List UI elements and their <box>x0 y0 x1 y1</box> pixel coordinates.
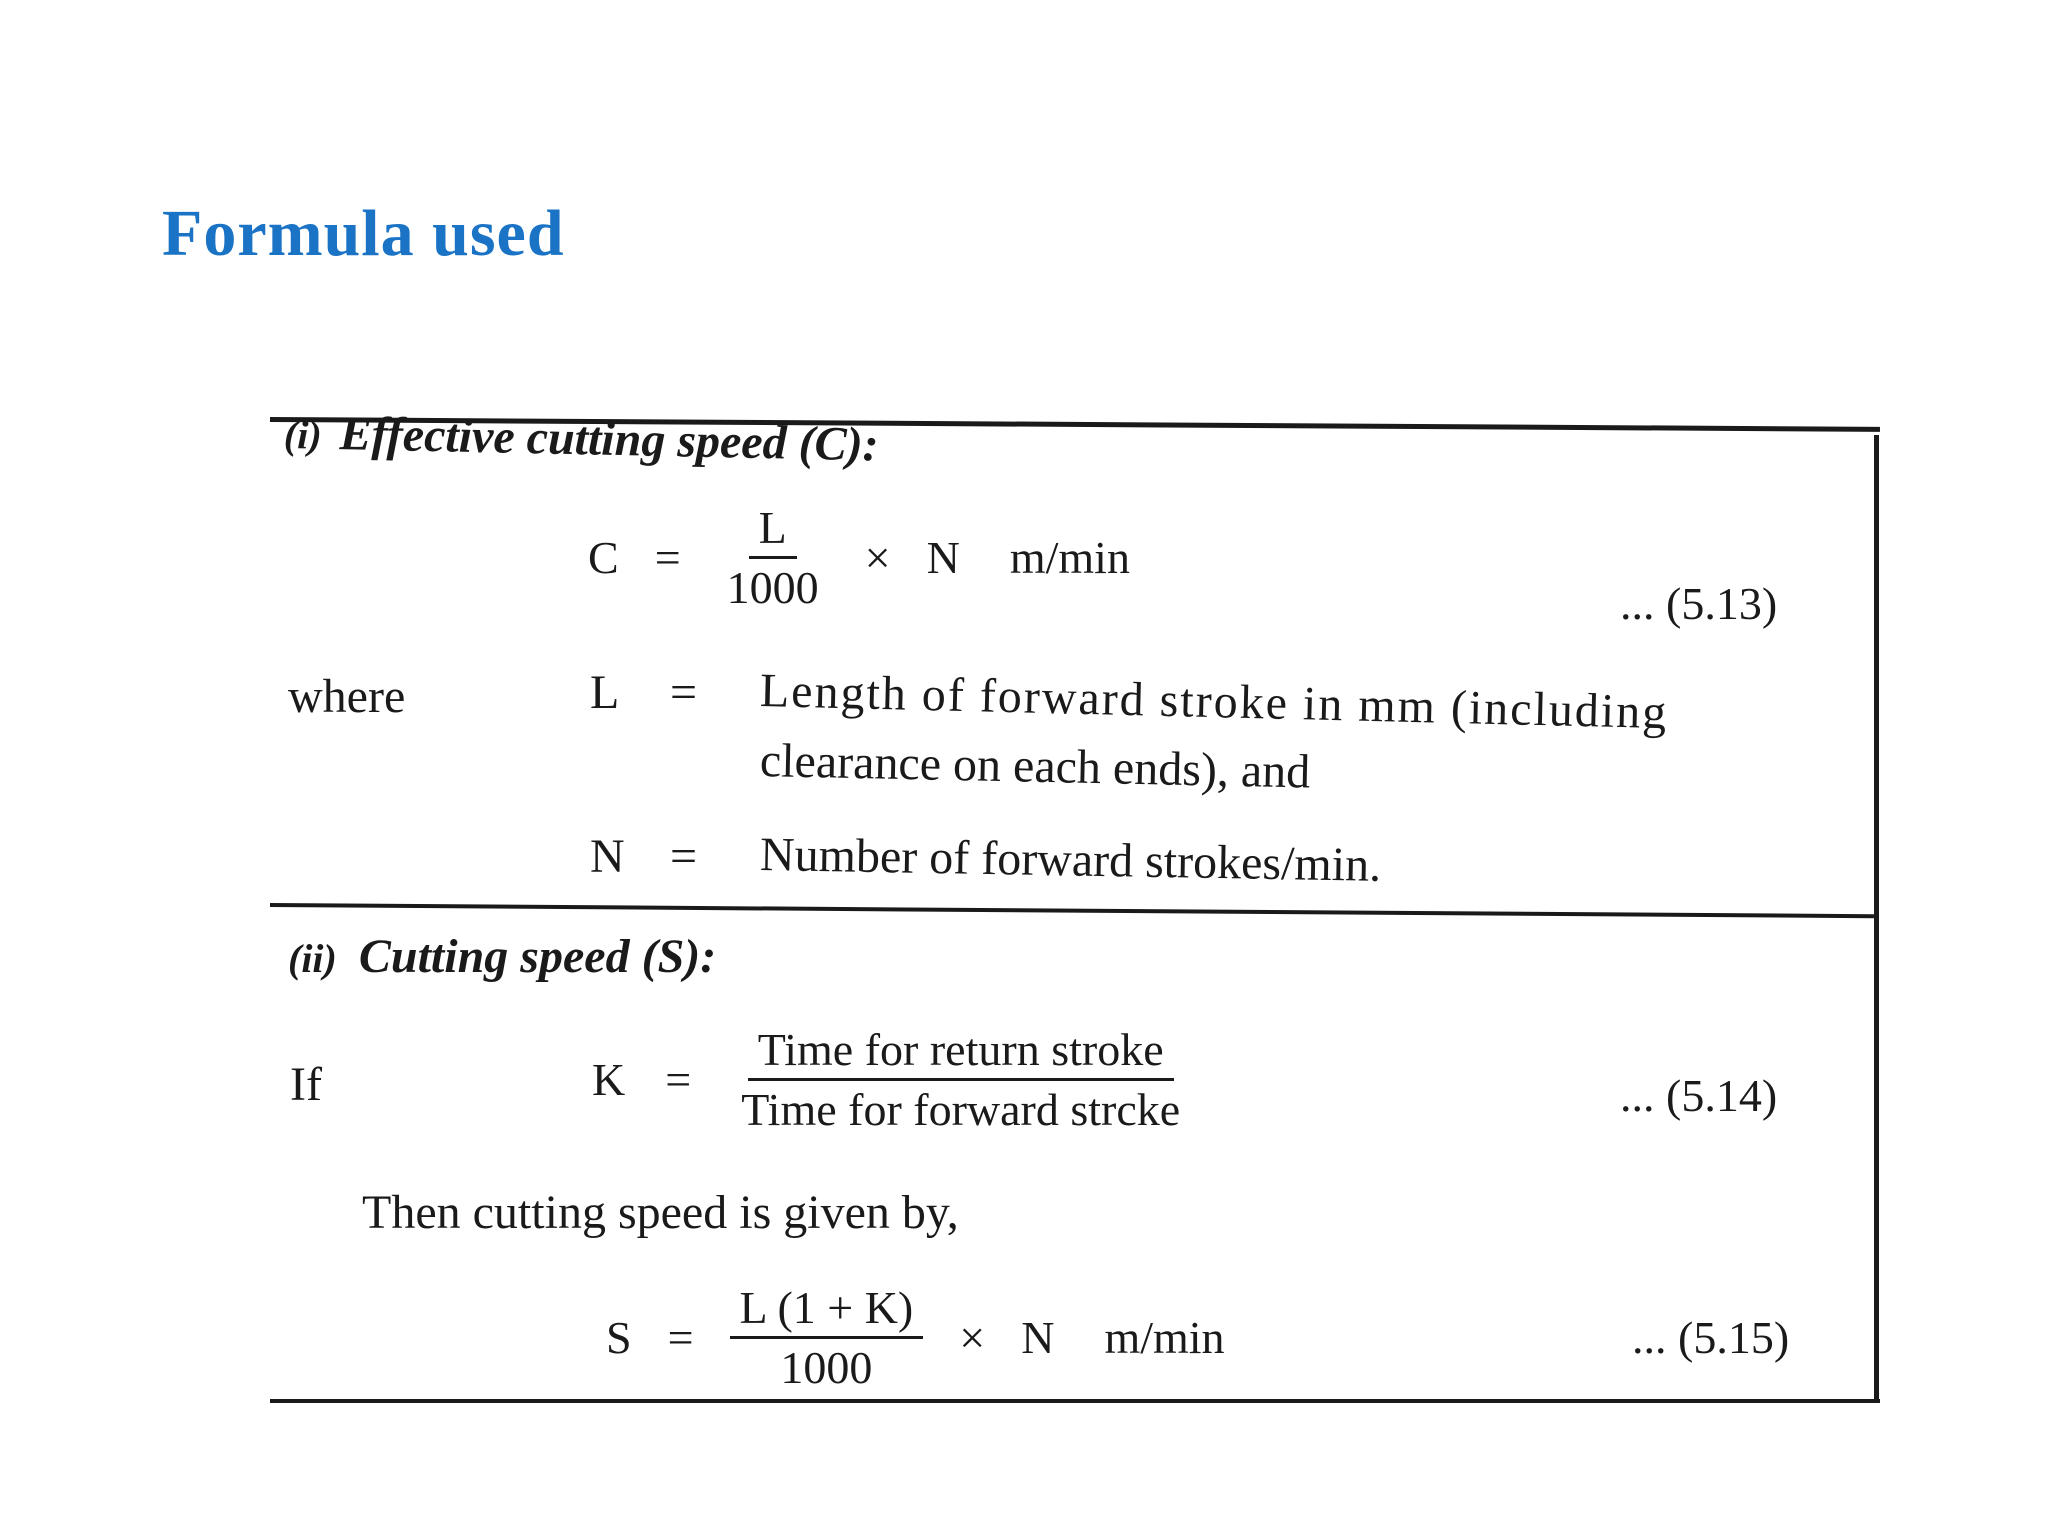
formula-k <box>592 1023 1190 1136</box>
def-n-text: Number of forward strokes/min. <box>759 828 1382 892</box>
section2-number: (ii) <box>288 936 337 981</box>
formula-k-lhs: K <box>592 1054 626 1105</box>
mid-divider <box>270 903 1874 918</box>
section1-number: (i) <box>283 412 323 458</box>
def-l-text-line2: clearance on each ends), and <box>759 734 1311 799</box>
formula-c <box>588 501 1130 614</box>
formula-s <box>606 1281 1225 1394</box>
formula-s-var: N <box>1021 1312 1055 1363</box>
formula-c-denominator: 1000 <box>726 562 819 613</box>
slide-title: Formula used <box>162 197 565 270</box>
formula-k-fraction <box>731 1023 1190 1136</box>
formula-c-unit: m/min <box>1009 532 1130 583</box>
formula-s-lhs: S <box>606 1312 632 1363</box>
formula-s-unit: m/min <box>1104 1312 1225 1363</box>
def-n-symbol: N <box>590 830 625 883</box>
formula-c-times: × <box>864 532 891 583</box>
formula-k-equals: = <box>665 1054 692 1105</box>
formula-k-ref: ... (5.14) <box>1620 1070 1778 1121</box>
formula-s-times: × <box>959 1312 986 1363</box>
formula-c-equals: = <box>654 532 681 583</box>
def-n-equals: = <box>670 830 698 883</box>
formula-k-denominator: Time for forward strcke <box>741 1084 1181 1135</box>
def-l-equals: = <box>670 666 698 719</box>
def-l-symbol: L <box>590 666 620 719</box>
scanned-formula-image <box>270 405 1870 1405</box>
formula-s-ref: ... (5.15) <box>1632 1312 1790 1363</box>
formula-c-ref: ... (5.13) <box>1620 578 1778 629</box>
bottom-border <box>270 1399 1880 1403</box>
formula-s-denominator: 1000 <box>780 1342 873 1393</box>
formula-c-lhs: C <box>588 532 619 583</box>
def-l-text-line1: Length of forward stroke in mm (including <box>759 664 1669 740</box>
then-text: Then cutting speed is given by, <box>362 1186 959 1239</box>
section1-heading <box>283 405 879 472</box>
formula-c-numerator: L <box>749 501 797 559</box>
formula-c-var: N <box>926 532 960 583</box>
where-label: where <box>288 670 406 723</box>
formula-s-numerator: L (1 + K) <box>730 1281 924 1339</box>
right-border <box>1874 435 1879 1400</box>
formula-s-fraction <box>730 1281 924 1394</box>
formula-s-equals: = <box>667 1312 694 1363</box>
section2-title: Cutting speed (S): <box>358 930 717 983</box>
formula-c-fraction <box>717 501 829 614</box>
section1-title: Effective cutting speed (C): <box>339 407 880 472</box>
section2-heading <box>288 929 716 984</box>
formula-k-numerator: Time for return stroke <box>748 1023 1174 1081</box>
if-label: If <box>290 1058 322 1111</box>
